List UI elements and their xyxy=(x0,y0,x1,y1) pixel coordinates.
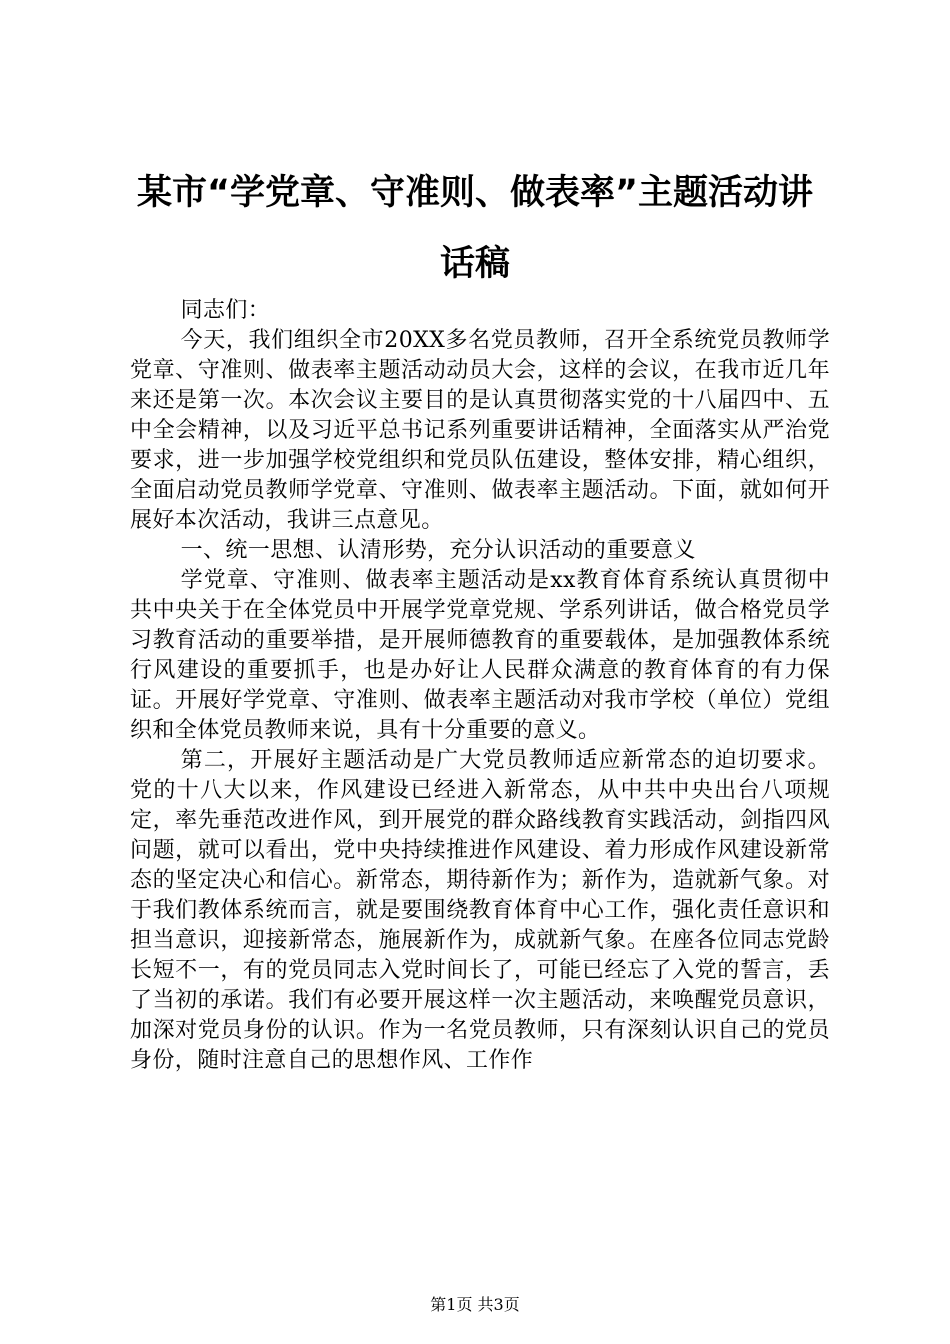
title-line-1: 某市“学党章、守准则、做表率”主题活动讲 xyxy=(136,173,813,213)
title-line-2: 话稿 xyxy=(439,244,510,284)
page-footer: 第1页 共3页 xyxy=(430,1295,520,1314)
paragraph-second-point: 第二，开展好主题活动是广大党员教师适应新常态的迫切要求。党的十八大以来，作风建设已经进入新常态，从中共中央出台八项规定，率先垂范改进作风，到开展党的群众路线教育实践活动，剑指四风问题，就可以看出，党中央持续推进作风建设、着力形成作风建设新常态的坚定决心和信心。新常态，期待新作为；新作为，造就新气象。对于我们教体系统而言，就是要围绕教育体育中心工作，强化责任意识和担当意识，迎接新常态，施展新作为，成就新气象。在座各位同志党龄长短不一，有的党员同志入党时间长了，可能已经忘了入党的誓言，丢了当初的承诺。我们有必要开展这样一次主题活动，来唤醒党员意识，加深对党员身份的认识。作为一名党员教师，只有深刻认识自己的党员身份，随时注意自己的思想作风、工作作 xyxy=(130,748,830,1073)
salutation: 同志们： xyxy=(180,298,271,323)
document-body xyxy=(130,296,830,1076)
paragraph-significance: 学党章、守准则、做表率主题活动是xx教育体育系统认真贯彻中共中央关于在全体党员中开展学党章党规、学系列讲话，做合格党员学习教育活动的重要举措，是开展师德教育的重要载体，是加强教体系统行风建设的重要抓手，也是办好让人民群众满意的教育体育的有力保证。开展好学党章、守准则、做表率主题活动对我市学校（单位）党组织和全体党员教师来说，具有十分重要的意义。 xyxy=(130,568,830,743)
section-heading-1: 一、统一思想、认清形势，充分认识活动的重要意义 xyxy=(180,538,696,563)
paragraph-intro: 今天，我们组织全市20XX多名党员教师，召开全系统党员教师学党章、守准则、做表率主题活动动员大会，这样的会议，在我市近几年来还是第一次。本次会议主要目的是认真贯彻落实党的十八届四中、五中全会精神，以及习近平总书记系列重要讲话精神，全面落实从严治党要求，进一步加强学校党组织和党员队伍建设，整体安排，精心组织，全面启动党员教师学党章、守准则、做表率主题活动。下面，就如何开展好本次活动，我讲三点意见。 xyxy=(130,328,830,533)
document-title xyxy=(110,158,840,300)
